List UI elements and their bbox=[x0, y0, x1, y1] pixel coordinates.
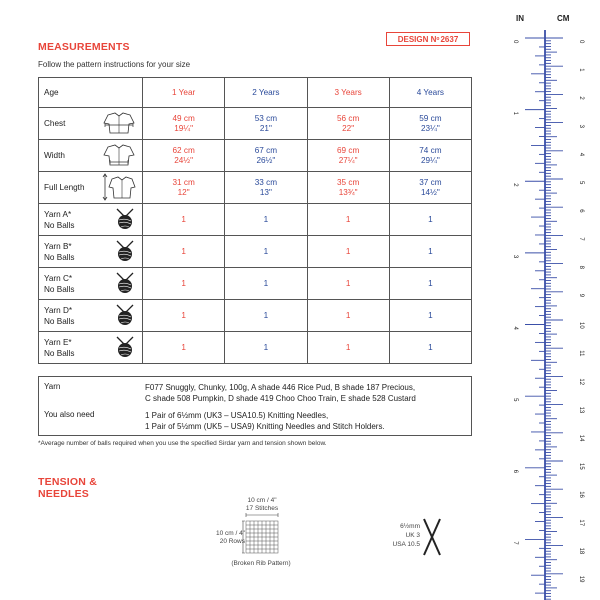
yarn-d-value: 1 bbox=[143, 300, 225, 332]
yarn-e-value: 1 bbox=[143, 332, 225, 364]
you-also-need-details: 1 Pair of 6½mm (UK3 – USA10.5) Knitting Needles, 1 Pair of 5½mm (UK5 – USA9) Knitting Needles and Stitch Holders. bbox=[145, 411, 385, 431]
ruler-cm-number: 18 bbox=[578, 547, 584, 555]
yarn-ball-icon bbox=[114, 304, 136, 328]
length-value: 37 cm 14½" bbox=[389, 172, 471, 204]
yarn-a-value: 1 bbox=[225, 204, 307, 236]
yarn-e-value: 1 bbox=[225, 332, 307, 364]
table-row-width bbox=[39, 140, 472, 172]
table-row-yarn-d bbox=[39, 300, 472, 332]
stitches-label: 10 cm / 4" 17 Stitches bbox=[245, 497, 279, 512]
yarn-ball-icon bbox=[114, 272, 136, 296]
ruler-scale bbox=[500, 0, 600, 600]
yarn-e-label: Yarn E* No Balls bbox=[39, 332, 143, 364]
yarn-b-value: 1 bbox=[225, 236, 307, 268]
you-also-need-label: You also need bbox=[44, 410, 95, 419]
yarn-label: Yarn bbox=[44, 382, 61, 391]
yarn-b-label: Yarn B* No Balls bbox=[39, 236, 143, 268]
tension-grid-diagram bbox=[242, 513, 282, 555]
garment-width-icon bbox=[102, 143, 136, 169]
ruler-in-number: 2 bbox=[512, 183, 518, 187]
length-value: 35 cm 13¾" bbox=[307, 172, 389, 204]
ruler-cm-number: 1 bbox=[578, 68, 584, 72]
size-header: 4 Years bbox=[389, 78, 471, 108]
yarn-c-value: 1 bbox=[389, 268, 471, 300]
table-row-yarn-a bbox=[39, 204, 472, 236]
yarn-e-value: 1 bbox=[307, 332, 389, 364]
ruler-in-label: IN bbox=[516, 14, 524, 23]
ruler-cm-number: 2 bbox=[578, 96, 584, 100]
ruler-cm-number: 14 bbox=[578, 434, 584, 442]
ruler-cm-number: 3 bbox=[578, 124, 584, 128]
yarn-details: F077 Snuggly, Chunky, 100g, A shade 446 Rice Pud, B shade 187 Precious, C shade 508 Pumpkin, D shade 419 Choo Choo Train, E shade 528 Custard bbox=[145, 383, 416, 403]
ruler-cm-number: 0 bbox=[578, 40, 584, 44]
ruler-cm-number: 12 bbox=[578, 378, 584, 386]
table-row-full-length bbox=[39, 172, 472, 204]
yarn-b-value: 1 bbox=[307, 236, 389, 268]
ruler-in-number: 1 bbox=[512, 111, 518, 115]
ruler-cm-number: 8 bbox=[578, 265, 584, 269]
subtitle: Follow the pattern instructions for your size bbox=[38, 60, 191, 69]
yarn-a-label: Yarn A* No Balls bbox=[39, 204, 143, 236]
length-value: 31 cm 12" bbox=[143, 172, 225, 204]
table-row-age bbox=[39, 78, 472, 108]
design-sup: o bbox=[436, 36, 440, 42]
ruler-in-number: 3 bbox=[512, 254, 518, 259]
ruler-cm-number: 15 bbox=[578, 463, 584, 470]
ruler-cm-number: 10 bbox=[578, 322, 584, 329]
table-row-chest bbox=[39, 108, 472, 140]
table-row-yarn-c bbox=[39, 268, 472, 300]
yarn-d-label: Yarn D* No Balls bbox=[39, 300, 143, 332]
table-row-yarn-b bbox=[39, 236, 472, 268]
ruler-cm-number: 13 bbox=[578, 406, 584, 414]
chest-value: 53 cm 21" bbox=[225, 108, 307, 140]
yarn-c-value: 1 bbox=[225, 268, 307, 300]
ruler-cm-number: 7 bbox=[578, 237, 584, 241]
needle-size-label: 6½mm UK 3 USA 10.5 bbox=[392, 523, 420, 548]
yarn-c-value: 1 bbox=[307, 268, 389, 300]
yarn-a-value: 1 bbox=[389, 204, 471, 236]
width-value: 69 cm 27¼" bbox=[307, 140, 389, 172]
ruler-cm-number: 16 bbox=[578, 491, 584, 498]
ruler-cm-number: 19 bbox=[578, 575, 584, 583]
yarn-ball-icon bbox=[114, 336, 136, 360]
size-header: 3 Years bbox=[307, 78, 389, 108]
tension-needles-title: TENSION & NEEDLES bbox=[38, 476, 97, 500]
footnote: *Average number of balls required when you use the specified Sirdar yarn and tension shown below. bbox=[38, 440, 327, 447]
measurements-title: MEASUREMENTS bbox=[38, 41, 130, 53]
design-number-box bbox=[386, 32, 470, 46]
table-row-yarn-e bbox=[39, 332, 472, 364]
size-header: 1 Year bbox=[143, 78, 225, 108]
ruler-cm-number: 11 bbox=[578, 350, 584, 357]
ruler-cm-label: CM bbox=[557, 14, 570, 23]
garment-chest-icon bbox=[102, 111, 136, 137]
ruler-in-number: 4 bbox=[512, 326, 518, 330]
length-value: 33 cm 13" bbox=[225, 172, 307, 204]
ruler-cm-number: 17 bbox=[578, 519, 584, 527]
yarn-b-value: 1 bbox=[389, 236, 471, 268]
yarn-b-value: 1 bbox=[143, 236, 225, 268]
ruler-cm-number: 5 bbox=[578, 181, 584, 185]
width-value: 62 cm 24½" bbox=[143, 140, 225, 172]
knitting-needles-icon bbox=[420, 517, 444, 557]
yarn-d-value: 1 bbox=[307, 300, 389, 332]
width-value: 67 cm 26½" bbox=[225, 140, 307, 172]
ruler-in-number: 7 bbox=[512, 541, 518, 545]
yarn-a-value: 1 bbox=[307, 204, 389, 236]
chest-value: 56 cm 22" bbox=[307, 108, 389, 140]
width-label: Width bbox=[39, 140, 143, 172]
rows-label: 10 cm / 4" 20 Rows bbox=[215, 530, 245, 545]
yarn-e-value: 1 bbox=[389, 332, 471, 364]
ruler-cm-number: 9 bbox=[578, 293, 584, 298]
yarn-c-value: 1 bbox=[143, 268, 225, 300]
ruler-in-number: 6 bbox=[512, 469, 518, 474]
chest-value: 49 cm 19¼" bbox=[143, 108, 225, 140]
chest-label: Chest bbox=[39, 108, 143, 140]
yarn-ball-icon bbox=[114, 208, 136, 232]
size-header: 2 Years bbox=[225, 78, 307, 108]
ruler-in-number: 0 bbox=[512, 40, 518, 44]
yarn-a-value: 1 bbox=[143, 204, 225, 236]
yarn-c-label: Yarn C* No Balls bbox=[39, 268, 143, 300]
design-number: 2637 bbox=[440, 34, 459, 44]
chest-value: 59 cm 23¼" bbox=[389, 108, 471, 140]
yarn-info-block bbox=[38, 376, 472, 436]
measurements-table bbox=[38, 77, 472, 364]
pattern-label: (Broken Rib Pattern) bbox=[231, 560, 291, 567]
ruler-cm-number: 4 bbox=[578, 152, 584, 157]
yarn-d-value: 1 bbox=[389, 300, 471, 332]
ruler-cm-number: 6 bbox=[578, 209, 584, 213]
yarn-d-value: 1 bbox=[225, 300, 307, 332]
garment-length-icon bbox=[102, 173, 136, 203]
design-label: DESIGN N bbox=[397, 34, 437, 44]
ruler-in-number: 5 bbox=[512, 398, 518, 402]
full-length-label: Full Length bbox=[39, 172, 143, 204]
yarn-ball-icon bbox=[114, 240, 136, 264]
width-value: 74 cm 29¼" bbox=[389, 140, 471, 172]
age-label: Age bbox=[39, 78, 143, 108]
ruler bbox=[500, 0, 600, 600]
